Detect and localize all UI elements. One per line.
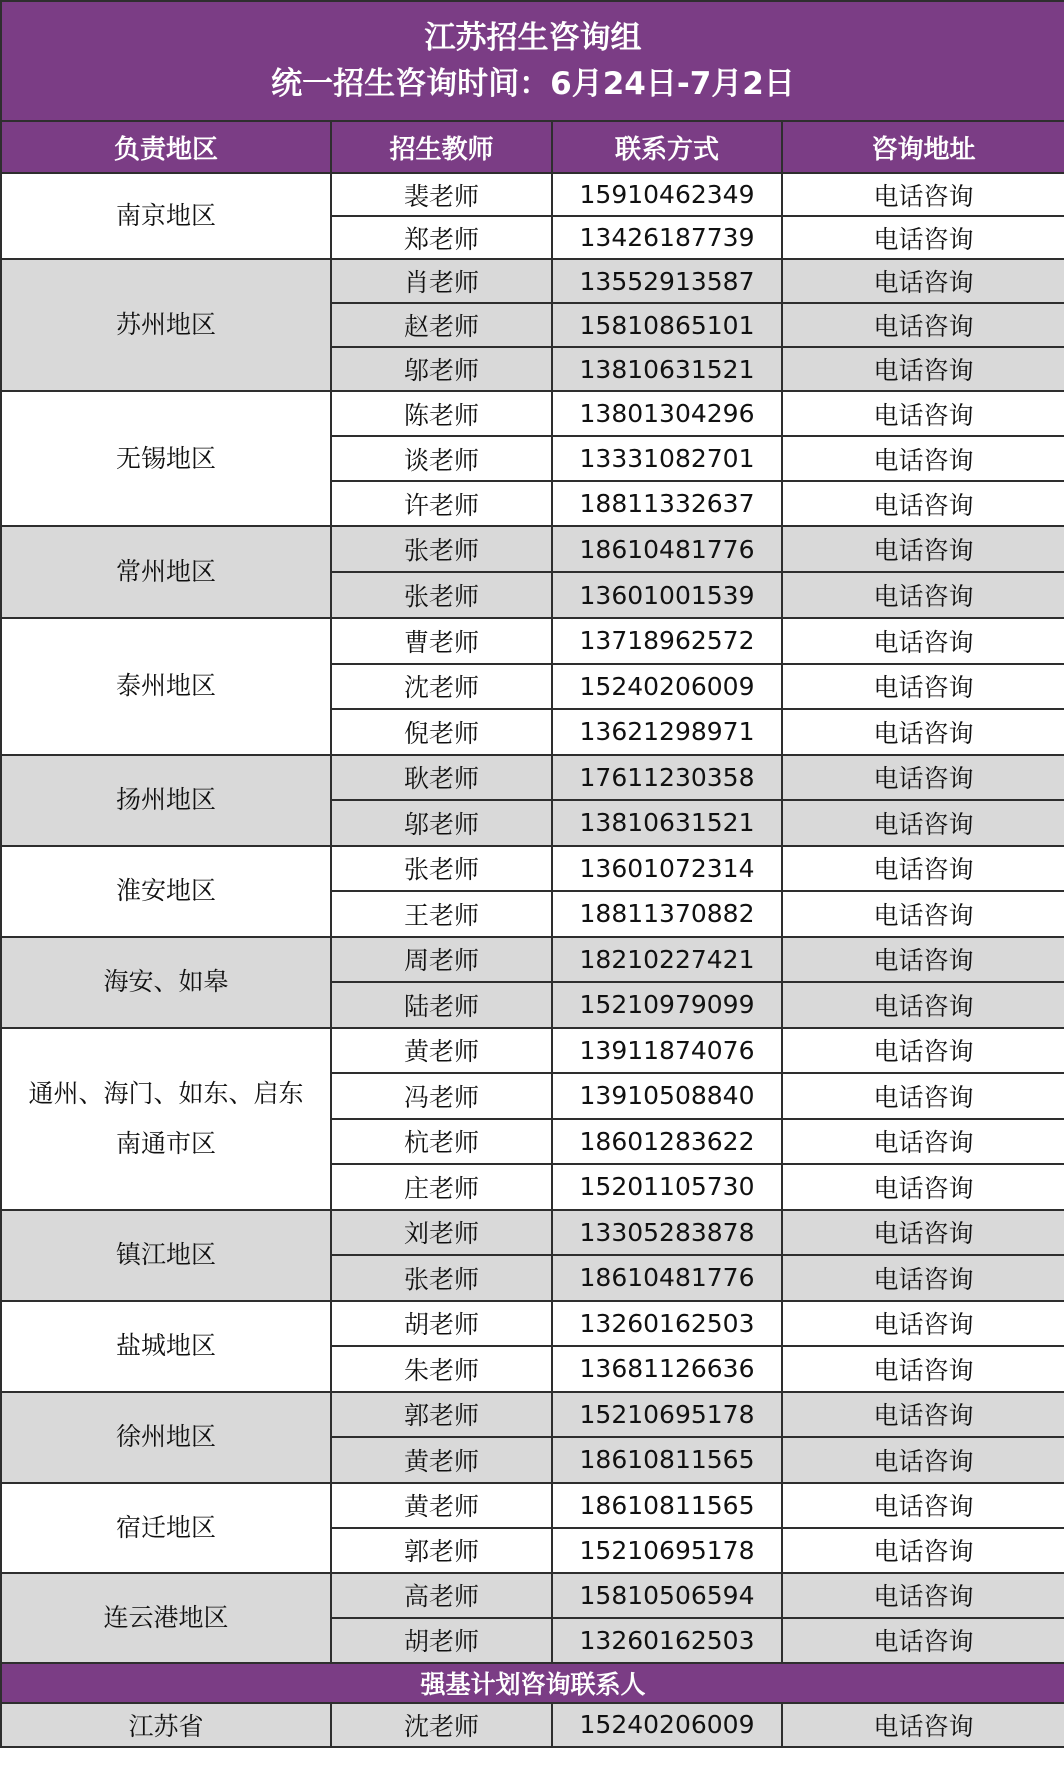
consult-address: 电话咨询 — [782, 436, 1064, 481]
phone-number: 13601001539 — [552, 572, 782, 618]
teacher-name: 王老师 — [331, 891, 552, 937]
header-row — [1, 121, 1064, 173]
phone-number: 13552913587 — [552, 259, 782, 303]
phone-number: 13331082701 — [552, 436, 782, 481]
table-row — [1, 618, 1064, 664]
teacher-name: 张老师 — [331, 572, 552, 618]
column-header-phone: 联系方式 — [552, 121, 782, 173]
region-cell: 江苏省 — [1, 1703, 331, 1747]
region-cell — [1, 259, 331, 391]
region-cell — [1, 846, 331, 937]
consult-address: 电话咨询 — [782, 1392, 1064, 1438]
phone-number: 18811370882 — [552, 891, 782, 937]
teacher-name: 陆老师 — [331, 982, 552, 1028]
region-name: 宿迁地区 — [115, 1512, 216, 1542]
phone-number: 13260162503 — [552, 1301, 782, 1347]
teacher-name: 黄老师 — [331, 1028, 552, 1074]
region-cell — [1, 1392, 331, 1483]
teacher-name: 陈老师 — [331, 391, 552, 436]
phone-number: 18610481776 — [552, 526, 782, 572]
region-name: 镇江地区 — [115, 1240, 216, 1269]
table-row — [1, 526, 1064, 572]
phone-number: 18210227421 — [552, 937, 782, 983]
teacher-name: 谈老师 — [331, 436, 552, 481]
region-name: 淮安地区 — [115, 876, 216, 905]
teacher-name: 高老师 — [331, 1573, 552, 1618]
consult-address: 电话咨询 — [782, 347, 1064, 391]
consult-address: 电话咨询 — [782, 800, 1064, 846]
consult-address: 电话咨询 — [782, 1164, 1064, 1210]
region-cell — [1, 937, 331, 1028]
consult-address: 电话咨询 — [782, 982, 1064, 1028]
table-row — [1, 1301, 1064, 1347]
consult-address: 电话咨询 — [782, 1210, 1064, 1256]
section-row — [1, 1663, 1064, 1703]
consult-address: 电话咨询 — [782, 1346, 1064, 1392]
consult-address: 电话咨询 — [782, 481, 1064, 526]
teacher-name: 赵老师 — [331, 303, 552, 347]
region-name: 海安、如皋 — [103, 967, 229, 996]
teacher-name: 冯老师 — [331, 1073, 552, 1119]
consult-address: 电话咨询 — [782, 937, 1064, 983]
consult-address: 电话咨询 — [782, 618, 1064, 664]
teacher-name: 杭老师 — [331, 1119, 552, 1165]
teacher-name: 张老师 — [331, 1255, 552, 1301]
teacher-name: 倪老师 — [331, 709, 552, 755]
teacher-name: 刘老师 — [331, 1210, 552, 1256]
teacher-name: 郭老师 — [331, 1392, 552, 1438]
region-name: 通州、海门、如东、启东 — [28, 1078, 304, 1108]
consult-address: 电话咨询 — [782, 1119, 1064, 1165]
phone-number: 13810631521 — [552, 347, 782, 391]
phone-number: 15810506594 — [552, 1573, 782, 1618]
phone-number: 18811332637 — [552, 481, 782, 526]
consult-address: 电话咨询 — [782, 664, 1064, 710]
section-title: 强基计划咨询联系人 — [1, 1663, 1064, 1703]
consult-address: 电话咨询 — [782, 755, 1064, 801]
consult-address: 电话咨询 — [782, 1073, 1064, 1119]
table-row — [1, 1028, 1064, 1074]
consult-address: 电话咨询 — [782, 572, 1064, 618]
phone-number: 13801304296 — [552, 391, 782, 436]
teacher-name: 胡老师 — [331, 1618, 552, 1663]
consult-address: 电话咨询 — [782, 1437, 1064, 1483]
phone-number: 18610481776 — [552, 1255, 782, 1301]
teacher-name: 肖老师 — [331, 259, 552, 303]
teacher-name: 郭老师 — [331, 1528, 552, 1573]
table-title: 江苏招生咨询组 — [424, 20, 642, 56]
region-cell — [1, 173, 331, 259]
region-cell — [1, 391, 331, 526]
phone-number: 15810865101 — [552, 303, 782, 347]
teacher-name: 沈老师 — [331, 1703, 552, 1747]
region-name: 南通市区 — [115, 1128, 216, 1158]
phone-number: 15210979099 — [552, 982, 782, 1028]
table-subtitle: 统一招生咨询时间：6月24日-7月2日 — [271, 66, 795, 102]
teacher-name: 沈老师 — [331, 664, 552, 710]
consult-address: 电话咨询 — [782, 1618, 1064, 1663]
consult-address: 电话咨询 — [782, 1301, 1064, 1347]
phone-number: 18610811565 — [552, 1483, 782, 1528]
consult-address: 电话咨询 — [782, 1573, 1064, 1618]
region-name: 无锡地区 — [115, 443, 216, 473]
table-row — [1, 937, 1064, 983]
teacher-name: 朱老师 — [331, 1346, 552, 1392]
teacher-name: 胡老师 — [331, 1301, 552, 1347]
teacher-name: 张老师 — [331, 526, 552, 572]
table-row — [1, 259, 1064, 303]
column-header-teacher: 招生教师 — [331, 121, 552, 173]
column-header-region: 负责地区 — [1, 121, 331, 173]
region-cell — [1, 618, 331, 755]
title-row — [1, 1, 1064, 121]
teacher-name: 周老师 — [331, 937, 552, 983]
consult-address: 电话咨询 — [782, 216, 1064, 259]
region-cell — [1, 755, 331, 846]
region-cell — [1, 1483, 331, 1573]
consult-address: 电话咨询 — [782, 303, 1064, 347]
teacher-name: 黄老师 — [331, 1483, 552, 1528]
teacher-name: 黄老师 — [331, 1437, 552, 1483]
region-name: 连云港地区 — [103, 1602, 229, 1632]
consult-address: 电话咨询 — [782, 709, 1064, 755]
phone-number: 13305283878 — [552, 1210, 782, 1256]
phone-number: 13681126636 — [552, 1346, 782, 1392]
region-cell — [1, 1301, 331, 1392]
table-row — [1, 173, 1064, 216]
phone-number: 15910462349 — [552, 173, 782, 216]
phone-number: 13910508840 — [552, 1073, 782, 1119]
consult-address: 电话咨询 — [782, 891, 1064, 937]
table-row — [1, 1210, 1064, 1256]
teacher-name: 邬老师 — [331, 800, 552, 846]
table-title-cell — [1, 1, 1064, 121]
column-header-address: 咨询地址 — [782, 121, 1064, 173]
table-row — [1, 1483, 1064, 1528]
phone-number: 18610811565 — [552, 1437, 782, 1483]
phone-number: 13718962572 — [552, 618, 782, 664]
region-name: 南京地区 — [115, 201, 216, 230]
phone-number: 13621298971 — [552, 709, 782, 755]
region-name: 苏州地区 — [115, 310, 216, 339]
teacher-name: 耿老师 — [331, 755, 552, 801]
region-cell — [1, 526, 331, 618]
consult-address: 电话咨询 — [782, 846, 1064, 892]
consult-address: 电话咨询 — [782, 173, 1064, 216]
teacher-name: 裴老师 — [331, 173, 552, 216]
teacher-name: 郑老师 — [331, 216, 552, 259]
consult-address: 电话咨询 — [782, 391, 1064, 436]
teacher-name: 曹老师 — [331, 618, 552, 664]
phone-number: 18601283622 — [552, 1119, 782, 1165]
consult-address: 电话咨询 — [782, 1028, 1064, 1074]
phone-number: 13601072314 — [552, 846, 782, 892]
phone-number: 13260162503 — [552, 1618, 782, 1663]
region-name: 徐州地区 — [115, 1422, 216, 1451]
teacher-name: 庄老师 — [331, 1164, 552, 1210]
consult-address: 电话咨询 — [782, 1483, 1064, 1528]
phone-number: 13426187739 — [552, 216, 782, 259]
teacher-name: 邬老师 — [331, 347, 552, 391]
phone-number: 15210695178 — [552, 1392, 782, 1438]
phone-number: 15240206009 — [552, 664, 782, 710]
teacher-name: 许老师 — [331, 481, 552, 526]
consult-address: 电话咨询 — [782, 259, 1064, 303]
region-name: 常州地区 — [115, 557, 216, 586]
phone-number: 15201105730 — [552, 1164, 782, 1210]
consult-address: 电话咨询 — [782, 526, 1064, 572]
phone-number: 15240206009 — [552, 1703, 782, 1747]
phone-number: 13911874076 — [552, 1028, 782, 1074]
phone-number: 13810631521 — [552, 800, 782, 846]
teacher-name: 张老师 — [331, 846, 552, 892]
consult-address: 电话咨询 — [782, 1528, 1064, 1573]
phone-number: 17611230358 — [552, 755, 782, 801]
consult-address: 电话咨询 — [782, 1255, 1064, 1301]
table-row — [1, 1573, 1064, 1618]
consult-address: 电话咨询 — [782, 1703, 1064, 1747]
footer-row — [1, 1703, 1064, 1747]
table-row — [1, 1392, 1064, 1438]
region-name: 盐城地区 — [115, 1331, 216, 1360]
table-row — [1, 846, 1064, 892]
region-name: 泰州地区 — [115, 671, 216, 701]
phone-number: 15210695178 — [552, 1528, 782, 1573]
region-cell — [1, 1028, 331, 1210]
region-cell — [1, 1573, 331, 1663]
region-name: 扬州地区 — [115, 785, 216, 814]
table-row — [1, 391, 1064, 436]
table-row — [1, 755, 1064, 801]
region-cell — [1, 1210, 331, 1301]
